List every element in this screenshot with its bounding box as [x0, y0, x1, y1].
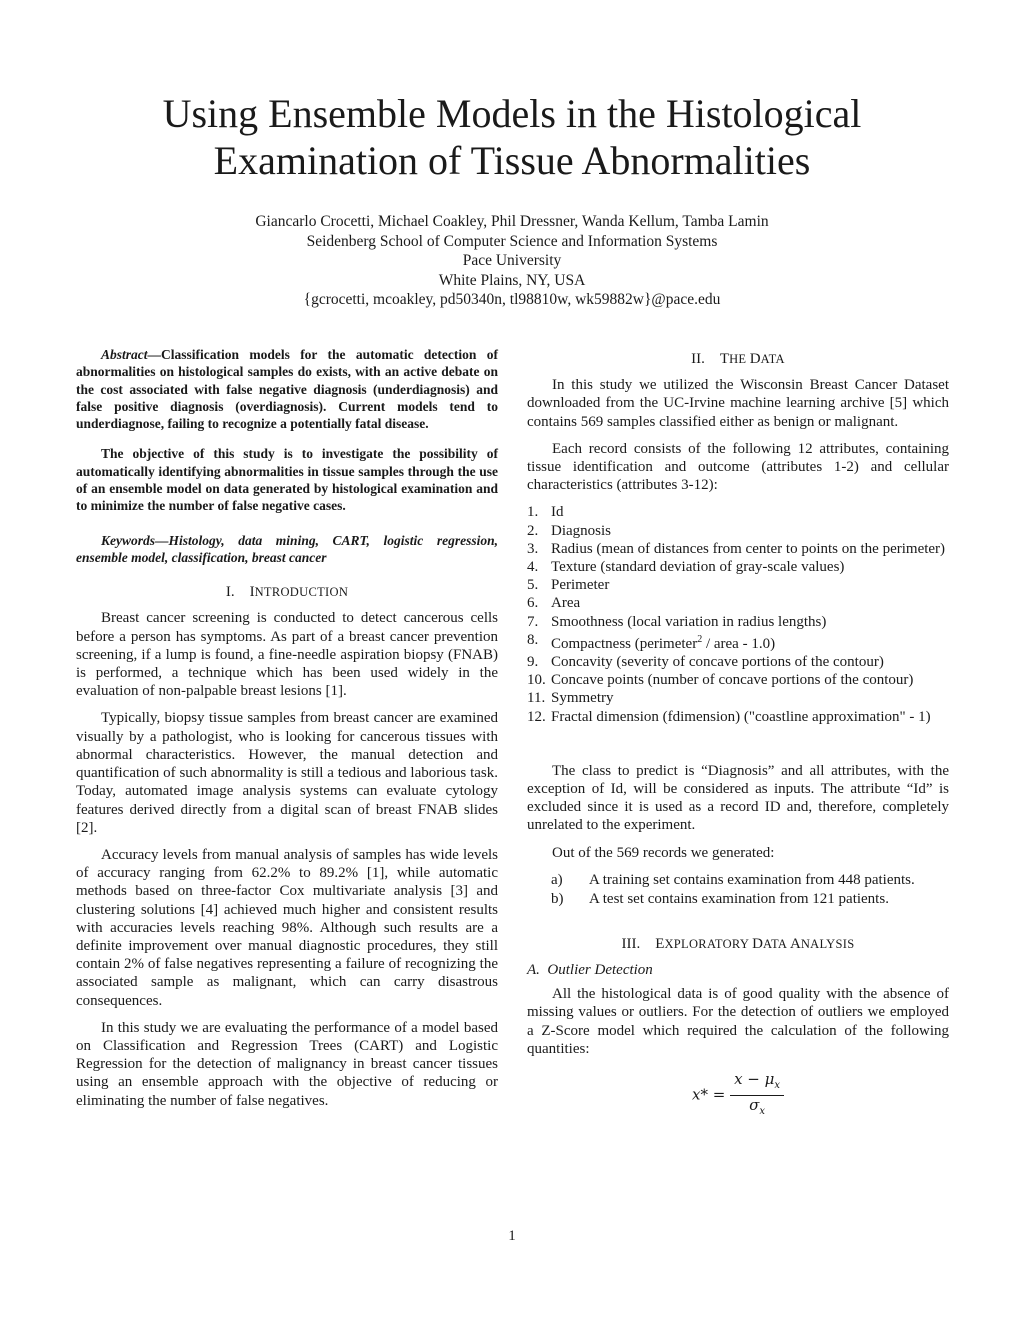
item-text: Concave points (number of concave portions of the contour)	[551, 672, 914, 689]
item-number: 5.	[527, 577, 539, 594]
denominator-text: σ	[749, 1096, 760, 1115]
item-text: Texture (standard deviation of gray-scale values)	[551, 559, 845, 576]
item-number: 8.	[527, 631, 539, 648]
zscore-formula	[527, 1070, 949, 1121]
section-heading-introduction	[76, 583, 498, 601]
item-text: Concavity (severity of concave portions of the contour)	[551, 654, 884, 671]
attribute-list	[527, 503, 949, 725]
item-text: Perimeter	[551, 577, 610, 594]
abstract-text: —Classification models for the automatic detection of abnormalities on histological samples do exists, with an active debate on the cost associated with false negative diagnosis (underdiagnosis) and false positive diagnosis (overdiagnosis). Current models tend to underdiagnose, failing to recognize a potentially fatal disease.	[76, 347, 498, 432]
left-column	[76, 346, 498, 1119]
item-text: A test set contains examination from 121 patients.	[589, 890, 889, 907]
item-number: 7.	[527, 613, 539, 630]
intro-paragraph-2: Typically, biopsy tissue samples from breast cancer are examined visually by a pathologist, who is looking for cancerous tissues with abnormal characteristics. However, the manual detection and quantification of such abnormality is still a tedious and laborious task. Today, automated image analysis systems can evaluate cytology features derived directly from a digital scan of breast FNAB slides [2].	[76, 710, 498, 836]
title-line-2: Examination of Tissue Abnormalities	[213, 138, 811, 183]
denominator-subscript: x	[759, 1106, 765, 1118]
section-title-rest: ATA	[763, 936, 790, 951]
item-number: 11.	[527, 690, 546, 707]
formula-denominator	[730, 1096, 784, 1121]
subsection-heading	[527, 961, 949, 979]
section-title-letter: E	[655, 935, 665, 952]
list-item	[527, 503, 949, 521]
dataset-split-list	[527, 871, 949, 909]
item-text: Diagnosis	[551, 522, 611, 539]
item-number: 9.	[527, 654, 539, 671]
item-label: b)	[551, 890, 564, 907]
paper-title	[0, 90, 1024, 184]
section-number: I.	[225, 584, 235, 601]
item-number: 10.	[527, 672, 546, 689]
formula-fraction	[730, 1070, 784, 1121]
section-title-rest: NALYSIS	[800, 936, 855, 951]
data-paragraph-1: In this study we utilized the Wisconsin Breast Cancer Dataset downloaded from the UC-Irvine machine learning archive [5] which contains 569 samples classified either as benign or malignant.	[527, 377, 949, 430]
eda-paragraph-1: All the histological data is of good quality with the absence of missing values or outliers. For the detection of outliers we employed a Z-Score model which required the calculation of the following quantities:	[527, 986, 949, 1057]
item-number: 2.	[527, 522, 539, 539]
section-heading-eda	[527, 935, 949, 953]
list-item	[527, 540, 949, 558]
author-block	[0, 212, 1024, 310]
item-number: 6.	[527, 595, 539, 612]
section-title-letter: T	[719, 351, 730, 367]
list-item	[527, 576, 949, 594]
section-title-letter: D	[749, 351, 761, 367]
list-item	[527, 594, 949, 612]
abstract-label: Abstract	[101, 347, 148, 362]
numerator-subscript: x	[774, 1080, 781, 1092]
section-title-letter: A	[789, 935, 801, 952]
location: White Plains, NY, USA	[438, 271, 586, 289]
item-number: 12.	[527, 708, 546, 725]
formula-lhs: x* =	[691, 1085, 726, 1104]
list-item	[527, 558, 949, 576]
item-number: 3.	[527, 540, 539, 557]
intro-paragraph-4: In this study we are evaluating the performance of a model based on Classification and Regression Trees (CART) and Logistic Regression for the detection of malignancy in breast cancer tissues using an ensemble approach with the objective of reducing or eliminating the number of false negatives.	[76, 1019, 498, 1109]
section-title-rest: ATA	[760, 352, 785, 366]
section-title-letter: D	[752, 935, 764, 952]
abstract	[76, 346, 498, 432]
title-line-1: Using Ensemble Models in the Histological	[162, 91, 862, 136]
list-item	[527, 689, 949, 707]
item-label: a)	[551, 871, 563, 888]
list-item	[527, 653, 949, 671]
data-paragraph-4: Out of the 569 records we generated:	[552, 844, 775, 861]
intro-paragraph-3: Accuracy levels from manual analysis of samples has wide levels of accuracy ranging from 62.2% to 89.2% [1], while automatic methods based on three-factor Cox multivariate analysis [3] and clustering solutions [4] achieved much higher and consistent results with accuracies levels reaching 98%. Although such results are a definite improvement over manual diagnostic procedures, they still contain 2% of false negatives representing a failure of recognizing the associated sample as malignant, which can carry disastrous consequences.	[76, 846, 498, 1009]
data-paragraph-2: Each record consists of the following 12 attributes, containing tissue identification and outcome (attributes 1-2) and cellular characteristics (attributes 3-12):	[527, 440, 949, 494]
section-number: II.	[691, 351, 705, 367]
numerator-text: x − μ	[734, 1070, 775, 1089]
university: Pace University	[462, 252, 562, 269]
item-text-tail: / area - 1.0)	[702, 635, 776, 652]
item-text: Symmetry	[551, 690, 614, 707]
list-item	[527, 522, 949, 540]
school: Seidenberg School of Computer Science and Information Systems	[306, 232, 718, 250]
list-item	[527, 613, 949, 631]
item-text: Area	[551, 595, 581, 612]
section-title-rest: NTRODUCTION	[254, 585, 349, 600]
emails: {gcrocetti, mcoakley, pd50340n, tl98810w, wk59882w}@pace.edu	[303, 291, 721, 308]
list-item	[527, 671, 949, 689]
superscript: 2	[697, 633, 703, 645]
formula-numerator	[730, 1070, 784, 1096]
list-item	[527, 708, 949, 726]
page-number: 1	[508, 1228, 516, 1244]
item-number: 1.	[527, 504, 539, 521]
item-text: Compactness (perimeter	[551, 635, 698, 652]
section-title-first: I	[249, 584, 255, 601]
authors: Giancarlo Crocetti, Michael Coakley, Phil Dressner, Wanda Kellum, Tamba Lamin	[255, 213, 769, 230]
right-column	[527, 346, 949, 1122]
section-title-rest: XPLORATORY	[664, 936, 753, 951]
item-text: Id	[551, 504, 564, 521]
keywords: Keywords—Histology, data mining, CART, logistic regression, ensemble model, classification, breast cancer	[76, 532, 498, 565]
abstract-objective: The objective of this study is to investigate the possibility of automatically identifying abnormalities in tissue samples through the use of an ensemble model on data generated by histological examination and to minimize the number of false negative cases.	[76, 446, 498, 514]
list-item	[527, 871, 949, 890]
data-paragraph-3: The class to predict is “Diagnosis” and all attributes, with the exception of Id, will be considered as inputs. The attribute “Id” is excluded since it is used as a record ID and, therefore, completely unrelated to the experiment.	[527, 762, 949, 834]
item-text: Radius (mean of distances from center to points on the perimeter)	[551, 540, 946, 557]
section-number: III.	[621, 935, 641, 952]
item-text: Fractal dimension (fdimension) ("coastline approximation" - 1)	[551, 708, 931, 725]
list-item	[527, 631, 949, 653]
item-text: Smoothness (local variation in radius lengths)	[551, 613, 827, 630]
section-title-rest: HE	[729, 352, 750, 366]
intro-paragraph-1: Breast cancer screening is conducted to detect cancerous cells before a person has symptoms. As part of a breast cancer prevention screening, if a lump is found, a fine-needle aspiration biopsy (FNAB) is performed, a technique which has been used widely in the evaluation of non-palpable breast lesions [1].	[76, 610, 498, 700]
subsection-title: Outlier Detection	[547, 962, 653, 979]
item-text: A training set contains examination from 448 patients.	[589, 871, 915, 888]
item-number: 4.	[527, 559, 539, 576]
section-heading-data	[527, 350, 949, 368]
list-item	[527, 890, 949, 909]
subsection-label: A.	[527, 962, 540, 979]
